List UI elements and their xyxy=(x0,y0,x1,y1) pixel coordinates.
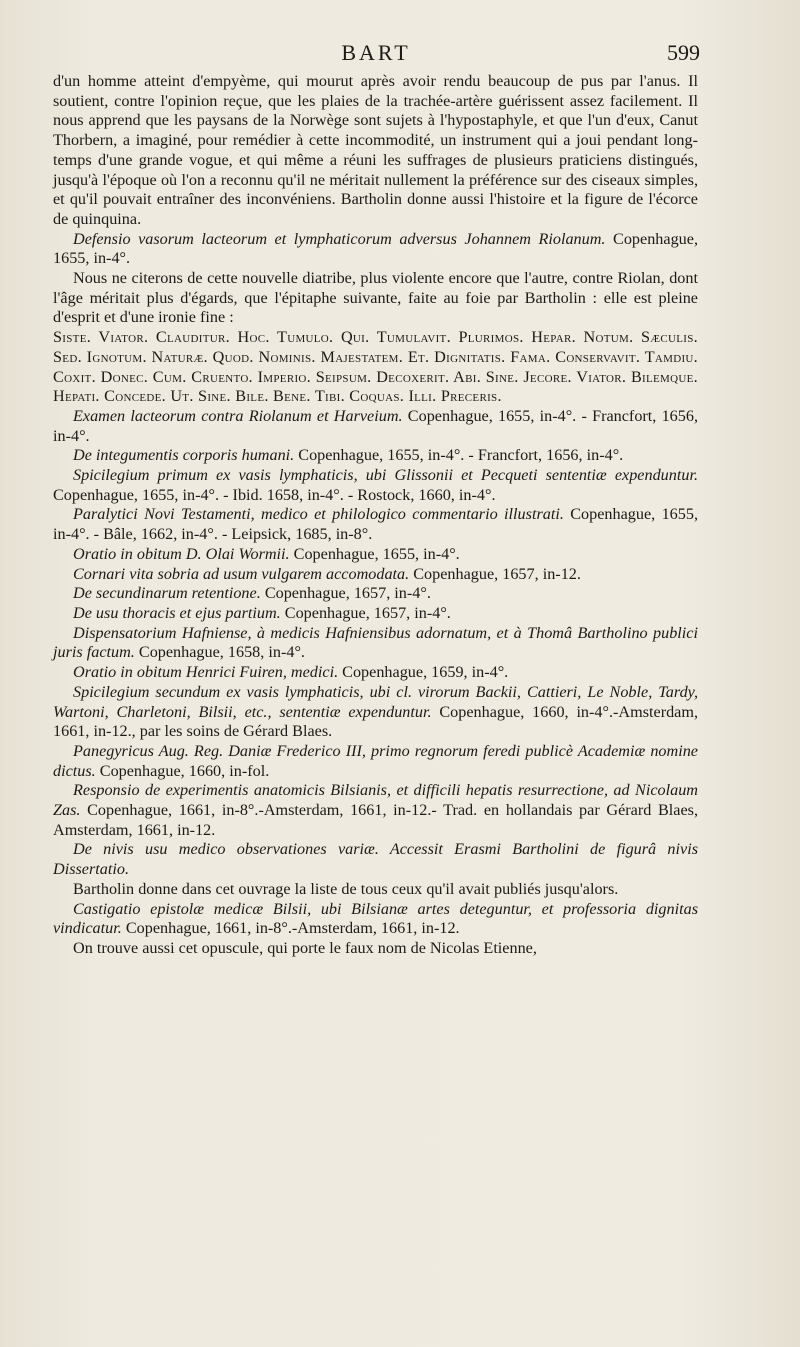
bibliography-entry xyxy=(53,683,698,742)
entry-title: De usu thoracis et ejus partium. xyxy=(73,603,281,622)
bibliography-entry xyxy=(53,900,698,939)
entry-title: Defensio vasorum lacteorum et lymphaticorum adversus Johannem Riolanum. xyxy=(73,229,606,248)
bibliography-entry xyxy=(53,604,698,624)
entry-title: Panegyricus Aug. Reg. Daniæ Frederico III, primo regnorum feredi publicè Academiæ nomine dictus. xyxy=(53,741,698,780)
bibliography-entry xyxy=(53,742,698,781)
entry-title: Paralytici Novi Testamenti, medico et philologico commentario illustrati. xyxy=(73,505,564,524)
bibliography-entry xyxy=(53,565,698,585)
entry-details: Copenhague, 1655, in-4°. xyxy=(53,229,698,268)
entry-details: Copenhague, 1655, in-4°. - Bâle, 1662, in-4°. - Leipsick, 1685, in-8°. xyxy=(53,505,698,544)
entry-title: De integumentis corporis humani. xyxy=(73,446,295,465)
paragraph: Bartholin donne dans cet ouvrage la liste de tous ceux qu'il avait publiés jusqu'alors. xyxy=(73,879,619,898)
bibliography-entry xyxy=(53,545,698,565)
body-text xyxy=(53,72,698,959)
bibliography-entry xyxy=(53,446,698,466)
page-number: 599 xyxy=(667,40,700,65)
running-header xyxy=(52,40,700,66)
entry-details: Copenhague, 1655, in-4°. - Ibid. 1658, in-4°. - Rostock, 1660, in-4°. xyxy=(53,485,496,504)
epitaph: Siste. Viator. Clauditur. Hoc. Tumulo. Qui. Tumulavit. Plurimos. Hepar. Notum. Sæculis. Sed. Ignotum. Naturæ. Quod. Nominis. Majestatem. Et. Dignitatis. Fama. Conservavit. Tamdiu. Coxit. Donec. Cum. Cruento. Imperio. Seipsum. Decoxerit. Abi. Sine. Jecore. Viator. Bilemque. Hepati. Concede. Ut. Sine. Bile. Bene. Tibi. Coquas. Illi. Preceris. xyxy=(53,328,698,406)
entry-title: Dispensatorium Hafniense, à medicis Hafniensibus adornatum, et à Thomâ Bartholino publici juris factum. xyxy=(53,623,698,662)
bibliography-entry xyxy=(53,840,698,879)
bibliography-entry xyxy=(53,584,698,604)
running-title: BART xyxy=(341,40,411,65)
bibliography-entry xyxy=(53,230,698,269)
paragraph: d'un homme atteint d'empyème, qui mourut après avoir rendu beaucoup de pus par l'anus. Il soutient, contre l'opinion reçue, que les plaies de la trachée-artère guérissent assez facilement. Il nous apprend que les paysans de la Norwège sont sujets à l'hypostaphyle, et que l'un d'eux, Canut Thorbern, a imaginé, pour remédier à cette incommodité, un instrument qui a joui pendant long-temps d'une grande vogue, et qui même a réuni les suffrages de plusieurs praticiens distingués, jusqu'à l'époque où l'on a reconnu qu'il ne méritait nullement la préférence sur des ciseaux simples, et qu'il pouvait entraîner des inconvéniens. Bartholin donne aussi l'histoire et la figure de l'écorce de quinquina. xyxy=(53,72,698,228)
entry-details: Copenhague, 1661, in-8°.-Amsterdam, 1661, in-12.- Trad. en hollandais par Gérard Blaes, Amsterdam, 1661, in-12. xyxy=(53,801,698,839)
entry-details: Copenhague, 1659, in-4°. xyxy=(338,663,509,682)
entry-title: Oratio in obitum Henrici Fuiren, medici. xyxy=(73,663,339,682)
entry-title: De secundinarum retentione. xyxy=(73,584,261,603)
bibliography-entry xyxy=(53,407,698,446)
bibliography-entry xyxy=(53,466,698,505)
entry-details: Copenhague, 1658, in-4°. xyxy=(134,643,305,662)
entry-title: Spicilegium secundum ex vasis lymphaticis, ubi cl. virorum Backii, Cattieri, Le Noble, Tardy, Wartoni, Charletoni, Bilsii, etc., sententiæ expenduntur. xyxy=(53,682,698,721)
entry-details: Copenhague, 1657, in-4°. xyxy=(260,584,431,603)
paragraph: Nous ne citerons de cette nouvelle diatribe, plus violente encore que l'autre, contre Riolan, dont l'âge méritait plus d'égards, que l'épitaphe suivante, faite au foie par Bartholin : elle est pleine d'esprit et d'une ironie fine : xyxy=(53,269,698,327)
entry-title: Oratio in obitum D. Olai Wormii. xyxy=(73,544,290,563)
entry-details: Copenhague, 1661, in-8°.-Amsterdam, 1661, in-12. xyxy=(121,919,460,938)
bibliography-entry xyxy=(53,663,698,683)
entry-title: Spicilegium primum ex vasis lymphaticis, ubi Glissonii et Pecqueti sententiæ expenduntur. xyxy=(73,466,698,485)
entry-title: Responsio de experimentis anatomicis Bilsianis, et difficili hepatis resurrectione, ad Nicolaum Zas. xyxy=(53,781,698,820)
bibliography-entry xyxy=(53,624,698,663)
entry-title: Cornari vita sobria ad usum vulgarem accomodata. xyxy=(73,564,410,583)
entry-details: Copenhague, 1657, in-12. xyxy=(409,564,581,583)
entry-details: Copenhague, 1660, in-fol. xyxy=(95,761,270,780)
entry-details: Copenhague, 1655, in-4°. xyxy=(289,544,460,563)
bibliography-entry xyxy=(53,505,698,544)
entry-title: Castigatio epistolæ medicæ Bilsii, ubi Bilsianæ artes deteguntur, et professoria dignitas vindicatur. xyxy=(53,899,698,938)
entry-title: Examen lacteorum contra Riolanum et Harveium. xyxy=(73,406,403,425)
entry-title: De nivis usu medico observationes variæ. Accessit Erasmi Bartholini de figurâ nivis Dissertatio. xyxy=(53,840,698,879)
entry-details: Copenhague, 1660, in-4°.-Amsterdam, 1661, in-12., par les soins de Gérard Blaes. xyxy=(53,702,698,741)
entry-details: Copenhague, 1657, in-4°. xyxy=(280,603,451,622)
paragraph: On trouve aussi cet opuscule, qui porte le faux nom de Nicolas Etienne, xyxy=(73,938,537,957)
entry-details: Copenhague, 1655, in-4°. - Francfort, 1656, in-4°. xyxy=(53,406,698,445)
entry-details: Copenhague, 1655, in-4°. - Francfort, 1656, in-4°. xyxy=(294,446,624,465)
bibliography-entry xyxy=(53,781,698,840)
